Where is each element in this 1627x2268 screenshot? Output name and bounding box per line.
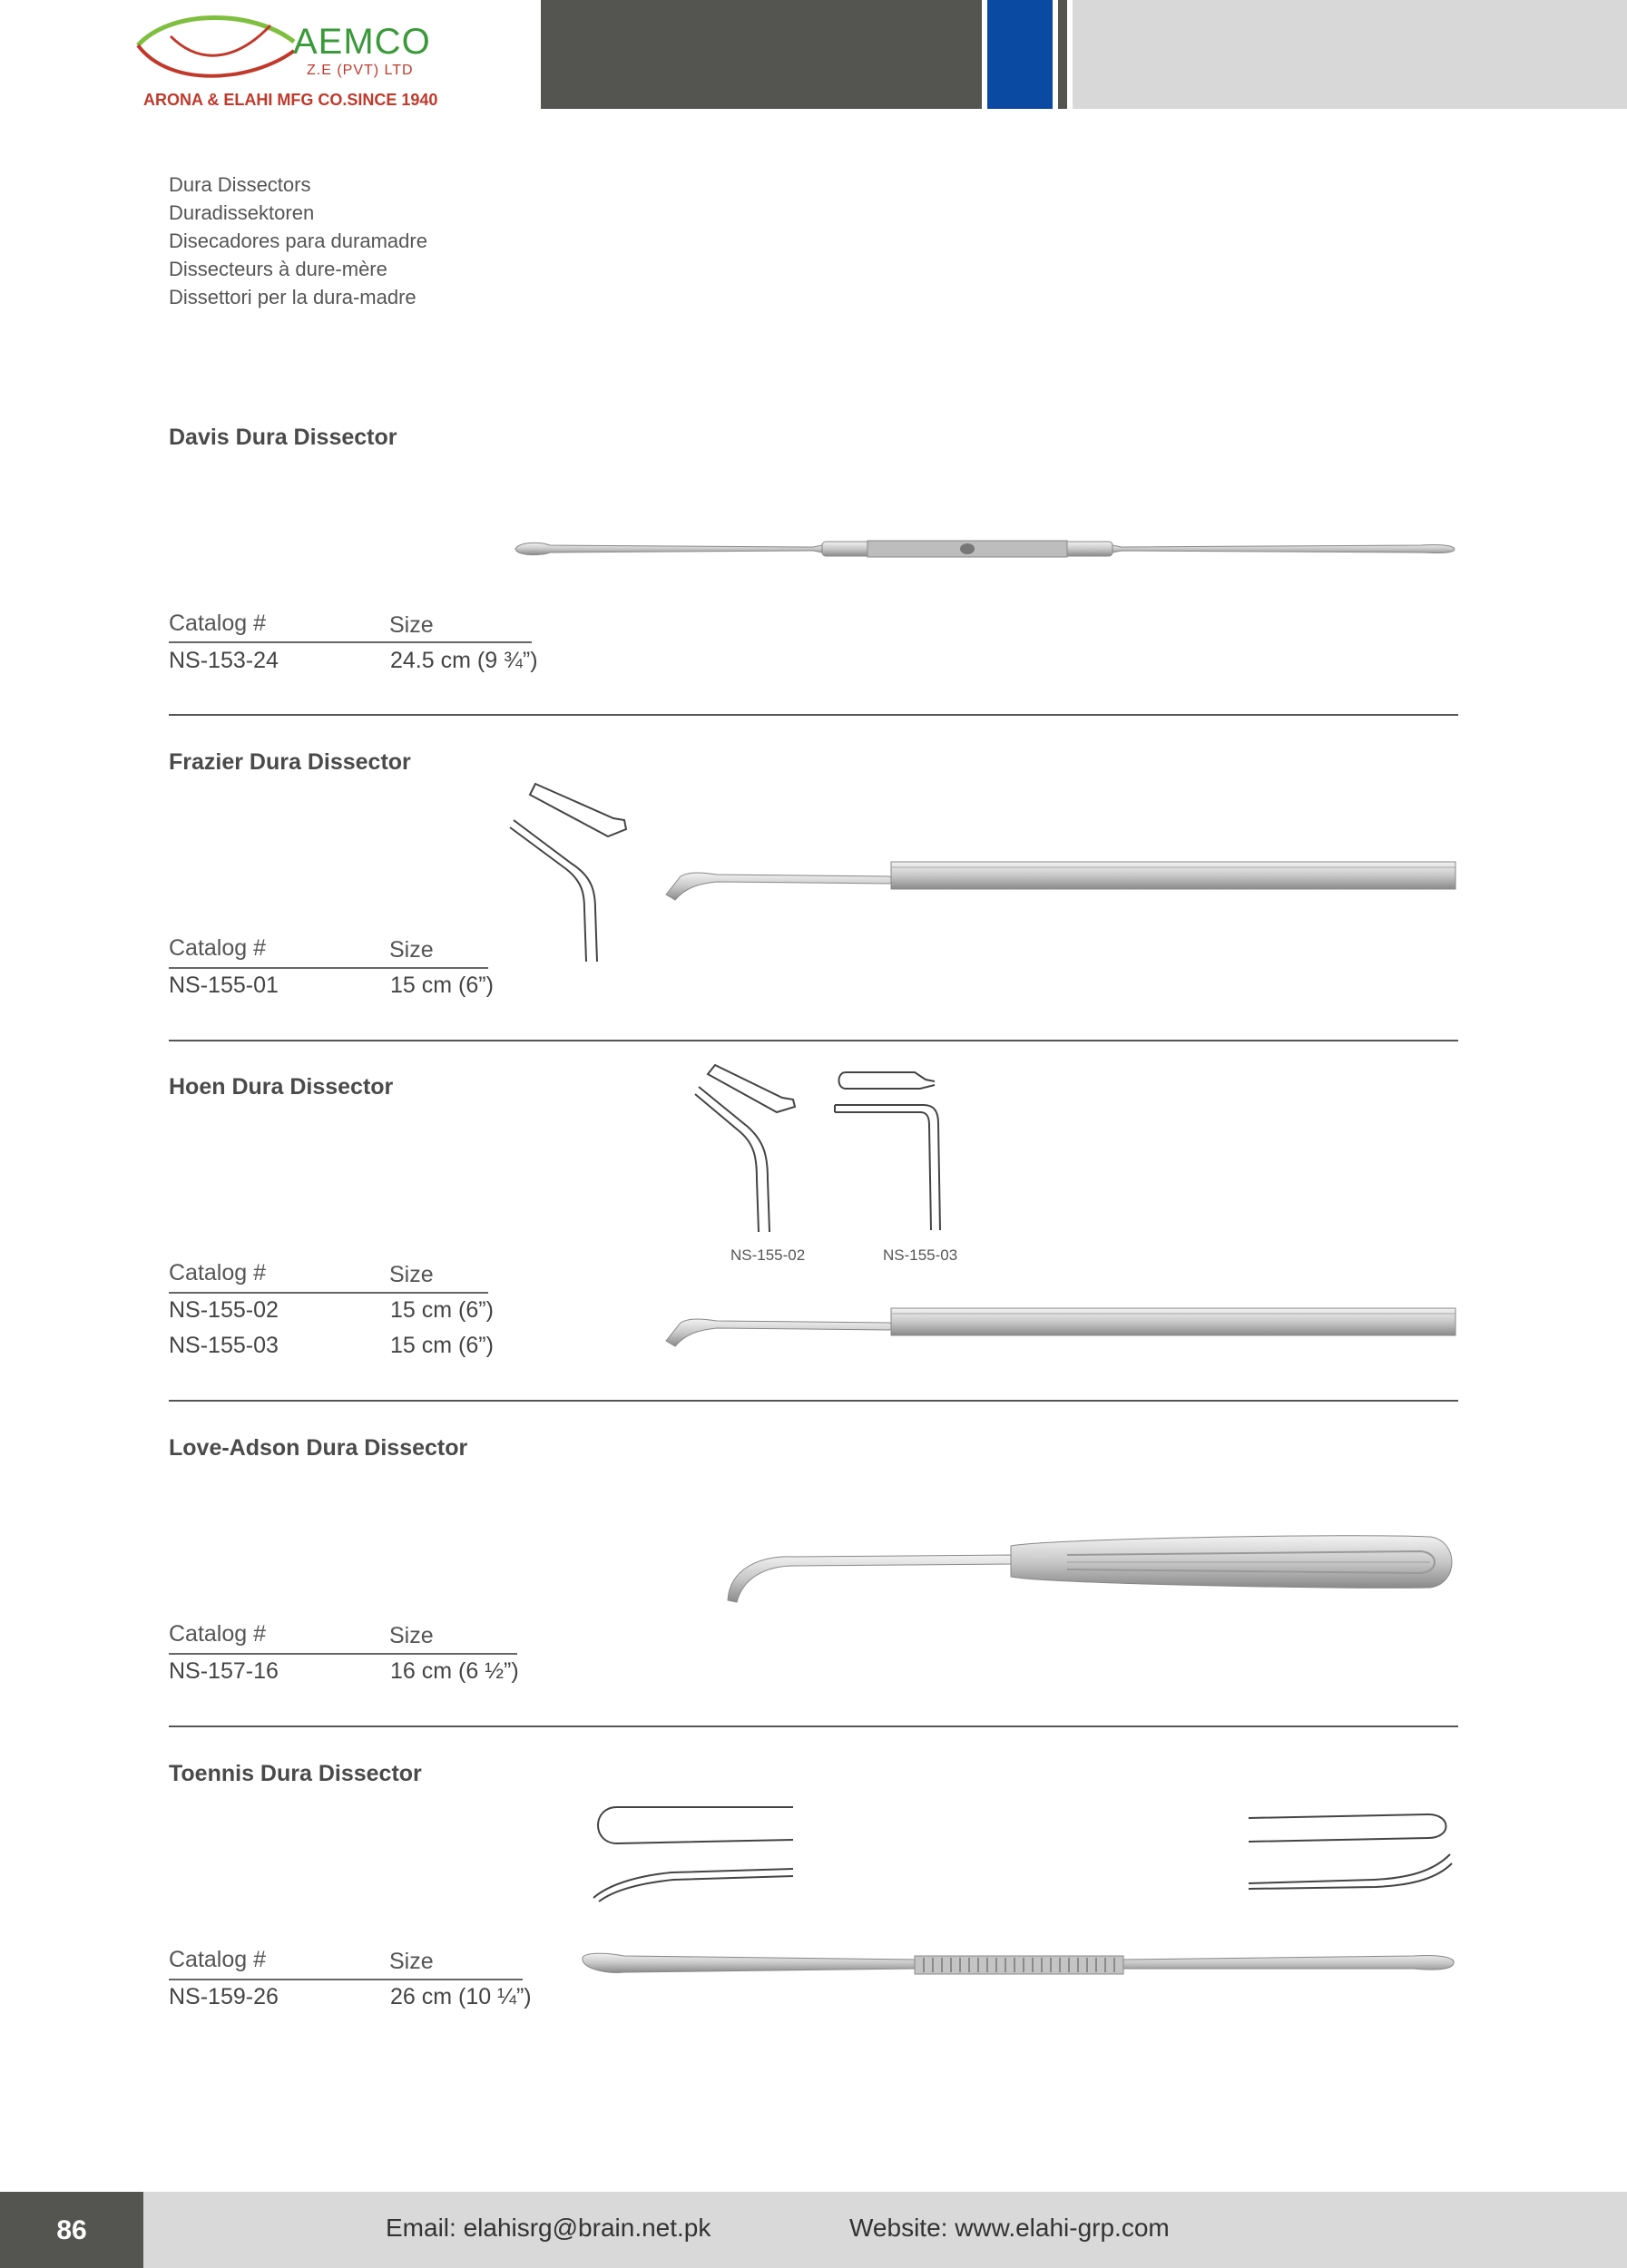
size-value: 15 cm (6”)	[390, 1297, 494, 1323]
size-header: Size	[389, 1623, 434, 1648]
category-name: Duradissektoren	[169, 201, 315, 224]
size-value: 16 cm (6 ½”)	[390, 1658, 519, 1684]
logo-brand-name: AEMCO	[293, 22, 431, 62]
size-header: Size	[389, 1262, 434, 1287]
section-divider	[169, 1040, 1458, 1041]
frazier-dissector-image	[662, 853, 1457, 904]
size-header: Size	[389, 612, 434, 638]
toennis-tip-detail-right-image	[1247, 1811, 1455, 1892]
table-header-rule	[169, 1653, 517, 1655]
hoen-tip-detail-image-1	[693, 1061, 802, 1234]
catalog-number: NS-153-24	[169, 648, 279, 673]
header-dark-band	[541, 0, 982, 109]
catalog-number: NS-155-01	[169, 973, 279, 998]
header-gray-band	[1073, 0, 1627, 109]
product-title: Hoen Dura Dissector	[169, 1074, 394, 1100]
logo-swoosh-icon	[134, 9, 298, 82]
section-divider	[169, 1400, 1458, 1402]
catalog-number: NS-155-03	[169, 1333, 279, 1358]
hoen-tip-detail-image-2	[833, 1069, 942, 1232]
figure-label: NS-155-02	[730, 1246, 806, 1264]
table-header-rule	[169, 641, 532, 643]
size-header: Size	[389, 1949, 434, 1974]
header-thin-band	[1058, 0, 1067, 109]
section-divider	[169, 714, 1458, 716]
size-value: 24.5 cm (9 ¾”)	[390, 648, 538, 673]
catalog-header: Catalog #	[169, 611, 267, 636]
category-name: Dissecteurs à dure-mère	[169, 258, 387, 280]
table-header-rule	[169, 967, 488, 969]
section-divider	[169, 1725, 1458, 1727]
toennis-dissector-image	[579, 1949, 1457, 1981]
footer-email: Email: elahisrg@brain.net.pk	[386, 2214, 711, 2242]
size-header: Size	[389, 937, 434, 963]
catalog-number: NS-155-02	[169, 1297, 279, 1323]
catalog-header: Catalog #	[169, 1947, 267, 1972]
product-title: Frazier Dura Dissector	[169, 749, 411, 775]
product-title: Love-Adson Dura Dissector	[169, 1435, 468, 1461]
catalog-header: Catalog #	[169, 1621, 267, 1647]
davis-dissector-image	[514, 531, 1457, 567]
catalog-header: Catalog #	[169, 935, 267, 961]
logo-tagline: ARONA & ELAHI MFG CO.SINCE 1940	[143, 91, 438, 109]
page-number: 86	[56, 2215, 87, 2245]
figure-label: NS-155-03	[883, 1246, 958, 1264]
category-name: Dura Dissectors	[169, 173, 311, 196]
product-title: Toennis Dura Dissector	[169, 1761, 422, 1786]
hoen-dissector-image	[662, 1299, 1457, 1350]
table-header-rule	[169, 1979, 523, 1980]
footer-website: Website: www.elahi-grp.com	[849, 2214, 1170, 2242]
table-header-rule	[169, 1292, 488, 1294]
toennis-tip-detail-left-image	[590, 1804, 799, 1903]
category-name: Disecadores para duramadre	[169, 230, 427, 252]
size-value: 15 cm (6”)	[390, 1333, 494, 1358]
love-adson-dissector-image	[722, 1533, 1457, 1606]
category-name: Dissettori per la dura-madre	[169, 286, 417, 308]
category-name-list	[169, 171, 427, 311]
catalog-number: NS-159-26	[169, 1984, 279, 2009]
frazier-tip-detail-image	[508, 782, 635, 963]
catalog-number: NS-157-16	[169, 1658, 279, 1684]
size-value: 15 cm (6”)	[390, 973, 494, 998]
catalog-header: Catalog #	[169, 1260, 267, 1286]
size-value: 26 cm (10 ¼”)	[390, 1984, 532, 2009]
product-title: Davis Dura Dissector	[169, 425, 397, 450]
logo-brand-sub: Z.E (PVT) LTD	[307, 63, 414, 78]
header-blue-band	[987, 0, 1053, 109]
